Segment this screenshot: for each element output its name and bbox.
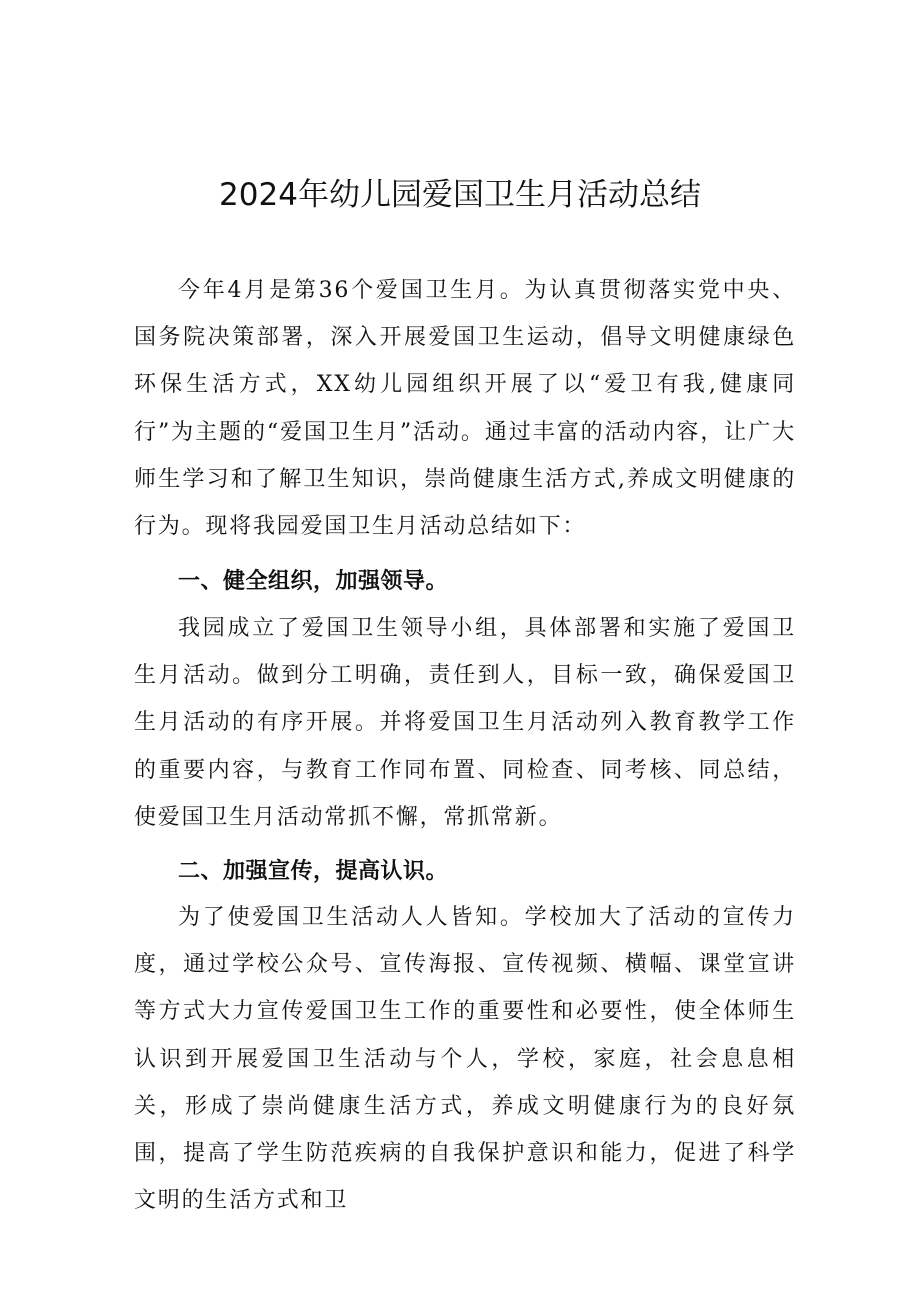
section-1-paragraph: 我园成立了爱国卫生领导小组，具体部署和实施了爱国卫生月活动。做到分工明确，责任到人，目标一致，确保爱国卫生月活动的有序开展。并将爱国卫生月活动列入教育教学工作的重要内容，与教育工作同布置、同检查、同考核、同总结，使爱国卫生月活动常抓不懈，常抓常新。 bbox=[134, 616, 796, 830]
intro-paragraph: 今年4月是第36个爱国卫生月。为认真贯彻落实党中央、国务院决策部署，深入开展爱国卫生运动，倡导文明健康绿色环保生活方式，XX幼儿园组织开展了以“爱卫有我,健康同行”为主题的“爱国卫生月”活动。通过丰富的活动内容，让广大师生学习和了解卫生知识，崇尚健康生活方式,养成文明健康的行为。现将我园爱国卫生月活动总结如下： bbox=[134, 278, 796, 540]
section-heading-1: 一、健全组织，加强领导。 bbox=[178, 569, 449, 594]
section-2-paragraph: 为了使爱国卫生活动人人皆知。学校加大了活动的宣传力度，通过学校公众号、宣传海报、宣传视频、横幅、课堂宣讲等方式大力宣传爱国卫生工作的重要性和必要性，使全体师生认识到开展爱国卫生活动与个人，学校，家庭，社会息息相关，形成了崇尚健康生活方式，养成文明健康行为的良好氛围，提高了学生防范疾病的自我保护意识和能力，促进了科学文明的生活方式和卫 bbox=[134, 905, 796, 1214]
section-heading-2: 二、加强宣传，提高认识。 bbox=[178, 859, 449, 884]
document-title: 2024年幼儿园爱国卫生月活动总结 bbox=[219, 177, 701, 213]
